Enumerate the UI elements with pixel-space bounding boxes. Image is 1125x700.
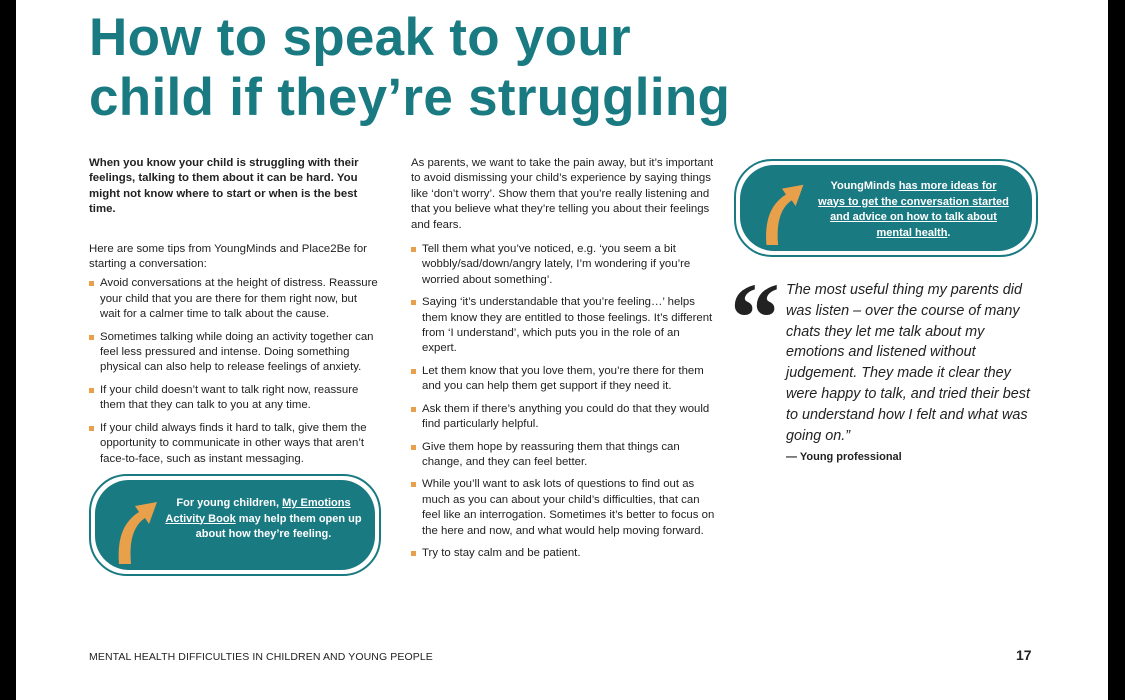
testimonial-quote: The most useful thing my parents did was listen – over the course of many chats they let me talk about my emotions and listened without judgement. They made it clear they were happy to talk, and tried their best to understand how I felt and what was going on.” <box>786 282 1030 444</box>
bullet-text: If your child always finds it hard to talk, give them the opportunity to communicate in other ways that aren’t face-to-face, such as instant messaging. <box>100 421 367 465</box>
middle-bullet-list <box>411 242 716 561</box>
callout-text: YoungMinds has more ideas for ways to get the conversation started and advice on how to talk about mental health. <box>818 180 1009 239</box>
list-item <box>89 421 379 467</box>
list-item <box>411 364 716 395</box>
page-title <box>89 8 789 128</box>
list-item <box>411 242 716 288</box>
bullet-text: Tell them what you’ve noticed, e.g. ‘you seem a bit wobbly/sad/down/angry lately, I’m wondering if you’re worried about something’. <box>422 243 691 286</box>
bullet-icon <box>89 426 94 431</box>
middle-column <box>411 156 716 568</box>
bullet-text: If your child doesn’t want to talk right now, reassure them that they can talk to you at any time. <box>100 383 359 412</box>
bullet-icon <box>89 388 94 393</box>
bullet-text: While you’ll want to ask lots of questions to find out as much as you can about your child’s difficulties, that can feel like an interrogation. Sometimes it’s better to focus on the here and now, and what would help moving forward. <box>422 478 715 537</box>
bullet-icon <box>411 300 416 305</box>
quote-attribution: — Young professional <box>786 451 902 463</box>
my-emotions-link[interactable]: My Emotions Activity Book <box>165 497 351 525</box>
list-item <box>89 276 379 322</box>
youngminds-callout <box>734 159 1038 257</box>
curved-arrow-icon <box>760 177 806 247</box>
bullet-text: Avoid conversations at the height of distress. Reassure your child that you are there for them right now, but wait for a calmer time to talk about the cause. <box>100 277 378 321</box>
title-line-1: How to speak to your <box>89 8 631 67</box>
curved-arrow-icon <box>113 494 159 566</box>
left-column <box>89 156 379 474</box>
quote-mark-icon: “ <box>730 262 780 373</box>
list-item <box>411 295 716 357</box>
list-item <box>89 383 379 414</box>
bullet-icon <box>411 551 416 556</box>
bullet-text: Sometimes talking while doing an activity together can feel less pressured and intense. Doing something physical can also help to release feelings of anxiety. <box>100 330 374 374</box>
bullet-text: Saying ‘it’s understandable that you’re feeling…’ helps them know they are entitled to those feelings. It’s different from ‘I understand’, which puts you in the role of an expert. <box>422 296 713 355</box>
bullet-text: Try to stay calm and be patient. <box>422 546 581 559</box>
callout-text: For young children, My Emotions Activity Book may help them open up about how they’re feeling. <box>165 497 362 540</box>
bullet-text: Ask them if there’s anything you could do that they would find particularly helpful. <box>422 402 710 431</box>
document-page <box>16 0 1108 700</box>
title-line-2: child if they’re struggling <box>89 68 731 127</box>
left-bullet-list <box>89 276 379 466</box>
page-number: 17 <box>1016 647 1032 663</box>
bullet-icon <box>411 482 416 487</box>
middle-intro: As parents, we want to take the pain away, but it’s important to avoid dismissing your child’s experience by saying things like ‘don’t worry’. Show them that you’re really listening and that you believe what they’re telling you about their feelings and fears. <box>411 157 714 231</box>
list-item <box>411 546 716 561</box>
bullet-icon <box>411 247 416 252</box>
intro-paragraph: When you know your child is struggling with their feelings, talking to them about it can be hard. You might not know where to start or when is the best time. <box>89 157 359 216</box>
tips-intro: Here are some tips from YoungMinds and Place2Be for starting a conversation: <box>89 242 367 271</box>
young-children-callout <box>89 474 381 576</box>
bullet-icon <box>411 407 416 412</box>
list-item <box>411 440 716 471</box>
bullet-icon <box>89 281 94 286</box>
bullet-text: Give them hope by reassuring them that things can change, and they can feel better. <box>422 440 680 468</box>
bullet-text: Let them know that you love them, you’re there for them and you can help them get support if they need it. <box>422 364 704 393</box>
list-item <box>411 402 716 433</box>
list-item <box>411 477 716 539</box>
bullet-icon <box>411 369 416 374</box>
list-item <box>89 330 379 376</box>
bullet-icon <box>411 445 416 450</box>
footer-text: MENTAL HEALTH DIFFICULTIES IN CHILDREN AND YOUNG PEOPLE <box>89 651 433 663</box>
youngminds-ideas-link[interactable]: has more ideas for ways to get the conversation started and advice on how to talk about mental health <box>818 180 1009 239</box>
bullet-icon <box>89 335 94 340</box>
